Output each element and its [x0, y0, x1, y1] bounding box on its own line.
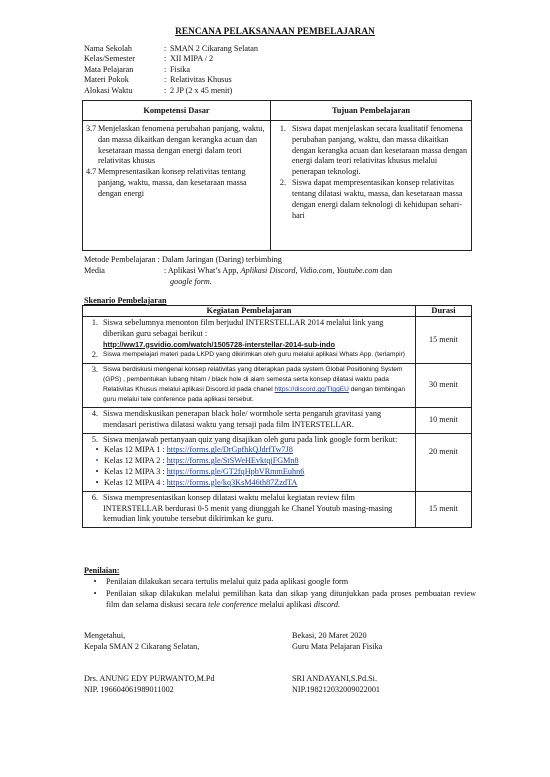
signature-space — [292, 652, 382, 674]
penilaian-text-italic: discord. — [313, 599, 341, 609]
bullet-icon: • — [93, 577, 97, 586]
media-text-italic: google form. — [170, 276, 212, 286]
kd-item — [86, 124, 267, 167]
tp-header: Tujuan Pembelajaran — [271, 101, 472, 121]
signature-nip: NIP. 196604061989011002 — [84, 684, 174, 694]
metode-label: Metode Pembelajaran — [84, 255, 156, 264]
step-2 — [87, 350, 412, 361]
penilaian-text: Penilaian dilakukan secara tertulis melalui quiz pada aplikasi google form — [106, 577, 349, 586]
skenario-table — [82, 305, 472, 528]
info-colon: : — [164, 75, 167, 85]
step-3 — [87, 365, 412, 405]
step-4 — [87, 409, 412, 431]
bullet-icon: • — [93, 588, 97, 598]
info-row — [84, 54, 258, 64]
step-number: 2. — [91, 350, 98, 360]
form-item — [87, 478, 412, 489]
info-label: Mata Pelajaran — [84, 64, 134, 74]
step-text: Siswa sebelumnya menonton film berjudul INTERSTELLAR 2014 melalui link yang diberikan guru sebagai berikut : — [103, 318, 384, 338]
durasi-cell: 20 menit — [416, 433, 472, 491]
kegiatan-cell — [83, 407, 416, 433]
durasi-cell: 15 menit — [416, 491, 472, 527]
info-label: Materi Pokok — [84, 75, 129, 85]
step-text: Siswa berdiskusi mengenai konsep relativitas yang diterapkan pada system Global Positioning System (GPS) , pembentukan lubang hitam / black hole di alam semesta serta konsep dilatasi waktu pada Relativitas Khusus melalui aplikasi Discord.id pada chanel — [103, 366, 403, 394]
penilaian-text — [106, 589, 476, 611]
form-label: Kelas 12 MIPA 3 : — [104, 467, 167, 477]
form-label: Kelas 12 MIPA 1 : — [104, 445, 167, 455]
penilaian-heading: Penilaian: — [84, 566, 120, 575]
tp-cell — [271, 121, 472, 251]
info-value: 2 JP (2 x 45 menit) — [170, 85, 233, 95]
step-5 — [87, 435, 412, 446]
tp-text: Siswa dapat mempresentasikan konsep relativitas tentang dilatasi waktu, massa, dan kesetaraan massa dengan energi dalam teknologi di kehidupan sehari-hari — [292, 178, 463, 220]
info-row — [84, 75, 258, 85]
form-item — [87, 456, 412, 467]
kegiatan-cell — [83, 491, 416, 527]
info-label: Kelas/Semester — [84, 54, 135, 64]
metode-block — [84, 255, 474, 287]
signature-name: SRI ANDAYANI,S.Pd.Si. — [292, 674, 378, 684]
signature-line: Guru Mata Pelajaran Fisika — [292, 641, 383, 651]
kd-text: Menjelaskan fenomena perubahan panjang, waktu, dan massa dikaitkan dengan kerangka acuan dan kesetaraan massa dengan energi dalam teori relativitas khusus — [98, 124, 265, 166]
info-colon: : — [164, 44, 167, 53]
step-1 — [87, 318, 412, 350]
discord-link[interactable]: https://discord.gg/TtggEU — [274, 386, 349, 394]
step-number: 3. — [91, 365, 98, 375]
signature-left — [84, 631, 215, 695]
step-text-body: Siswa mempelajari materi pada LKPD yang dikirimkan oleh guru melalui aplikasi Whats App. (terlampir) — [103, 351, 405, 359]
bullet-icon: • — [95, 467, 99, 477]
signature-space — [84, 652, 215, 674]
film-link[interactable]: http://ww17.gsvidio.com/watch/1505728-interstellar-2014-sub-indo — [103, 339, 336, 349]
kd-header: Kompetensi Dasar — [83, 101, 271, 121]
table-row — [83, 317, 472, 364]
table-row — [83, 491, 472, 527]
step-number: 1. — [91, 318, 98, 327]
signature-nip: NIP.198212032009022001 — [292, 684, 381, 694]
tp-item — [274, 124, 468, 178]
media-row — [84, 266, 474, 288]
penilaian-text-body: melalui aplikasi — [257, 599, 314, 609]
info-row — [84, 44, 258, 54]
table-row — [83, 364, 472, 408]
kd-tp-table — [82, 100, 472, 251]
signature-line: Mengetahui, — [84, 631, 126, 640]
kd-text: Mempresentasikan konsep relativitas tentang panjang, waktu, massa, dan kesetaraan massa dengan energi — [98, 167, 247, 198]
durasi-cell: 30 menit — [416, 364, 472, 408]
signature-line: Bekasi, 20 Maret 2020 — [292, 631, 367, 640]
step-text: Siswa mempresentasikan konsep dilatasi waktu melalui kegiatan review film INTERSTELLAR berdurasi 0-5 menit yang diunggah ke Chanel Youtub masing-masing kemudian link youtube tersebut dikirimkan ke guru. — [103, 492, 393, 524]
step-text: Siswa menjawab pertanyaan quiz yang disajikan oleh guru pada link google form berikut: — [103, 434, 398, 444]
step-text: dengan bimbingan guru melalui tele conference pada aplikasi tersebut. — [103, 386, 406, 403]
tp-number: 1. — [279, 124, 286, 133]
step-number: 5. — [91, 434, 98, 444]
media-value: : Aplikasi What’s App, Aplikasi Discord, Vidio.com, Youtube.com dan google form. — [164, 265, 393, 286]
kegiatan-cell — [83, 364, 416, 408]
kd-cell — [83, 121, 271, 251]
kegiatan-header: Kegiatan Pembelajaran — [83, 306, 416, 317]
step-text: Siswa mendiskusikan penerapan black hole/ wormhole serta pengaruh gravitasi yang mendasari peristiwa dilatasi waktu yang tersaji pada film INTERSTELLAR. — [103, 408, 382, 429]
bullet-icon: • — [95, 445, 99, 455]
kd-number: 4.7 — [86, 167, 97, 177]
penilaian-text-italic: tele conference — [208, 599, 258, 609]
step-text — [103, 350, 412, 361]
info-value: Relativitas Khusus — [170, 75, 232, 85]
durasi-cell: 10 menit — [416, 407, 472, 433]
durasi-header: Durasi — [416, 306, 472, 317]
info-value: XII MIPA / 2 — [170, 54, 214, 64]
table-row — [83, 433, 472, 491]
tp-number: 2. — [279, 178, 286, 188]
kegiatan-cell — [83, 433, 416, 491]
metode-value: Dalam Jaringan (Daring) terbimbing — [162, 255, 282, 264]
info-label: Nama Sekolah — [84, 44, 132, 53]
list-item — [84, 577, 476, 588]
form-label: Kelas 12 MIPA 4 : — [104, 477, 167, 487]
penilaian-list — [84, 577, 476, 611]
info-colon: : — [164, 54, 167, 64]
media-text: Aplikasi What’s App, — [167, 265, 241, 275]
info-label: Alokasi Waktu — [84, 85, 133, 95]
durasi-cell: 15 menit — [416, 317, 472, 364]
tp-item — [274, 178, 468, 221]
step-number: 4. — [91, 408, 98, 418]
form-link[interactable]: https://forms.gle/StSWeHEvktqjFGMn8 — [166, 456, 299, 466]
penilaian-text-body: Penilaian sikap dilakukan melalui pemilihan kata dan sikap yang ditunjukkan pada proses pembuatan review film dan selama diskusi secara — [106, 588, 476, 609]
form-link[interactable]: https://forms.gle/DrGpfhkQJdrfTw7J8 — [166, 445, 293, 455]
info-row — [84, 65, 258, 75]
info-colon: : — [164, 64, 167, 74]
signature-name: Drs. ANUNG EDY PURWANTO,M.Pd — [84, 674, 215, 684]
info-value: SMAN 2 Cikarang Selatan — [170, 44, 259, 53]
media-label: Media — [84, 265, 105, 275]
metode-colon: : — [155, 255, 162, 264]
kegiatan-cell — [83, 317, 416, 364]
signature-line: Kepala SMAN 2 Cikarang Selatan, — [84, 641, 200, 651]
media-text-italic: Aplikasi Discord, Vidio.com, Youtube.com — [240, 265, 379, 275]
list-item — [84, 589, 476, 611]
info-value: Fisika — [170, 64, 191, 74]
form-link[interactable]: https://forms.gle/kq3KsM46th87ZzdTA — [166, 477, 298, 487]
skenario-heading: Skenario Pembelajaran — [84, 296, 167, 305]
kd-number: 3.7 — [86, 124, 97, 133]
form-item — [87, 445, 412, 456]
media-text: dan — [378, 265, 393, 275]
form-link[interactable]: https://forms.gle/GT2fqHpbVRmmEuhn6 — [166, 467, 305, 477]
info-colon: : — [164, 85, 167, 95]
form-item — [87, 467, 412, 478]
table-row — [83, 407, 472, 433]
info-row — [84, 86, 258, 96]
document-title: RENCANA PELAKSANAAN PEMBELAJARAN — [175, 26, 375, 36]
step-number: 6. — [91, 492, 98, 502]
tp-text: Siswa dapat menjelaskan secara kualitatif fenomena perubahan panjang, waktu, dan massa dikaitkan dengan kerangka acuan dan kesetaraan massa dengan energi dalam teori relativitas khusus melalui penerapan teknologi. — [292, 124, 468, 177]
step-6 — [87, 493, 412, 525]
form-label: Kelas 12 MIPA 2 : — [104, 456, 167, 466]
bullet-icon: • — [95, 477, 99, 487]
kd-item — [86, 167, 267, 199]
signature-right — [292, 631, 382, 695]
bullet-icon: • — [95, 456, 99, 466]
info-block — [84, 44, 258, 96]
metode-row — [84, 255, 474, 266]
